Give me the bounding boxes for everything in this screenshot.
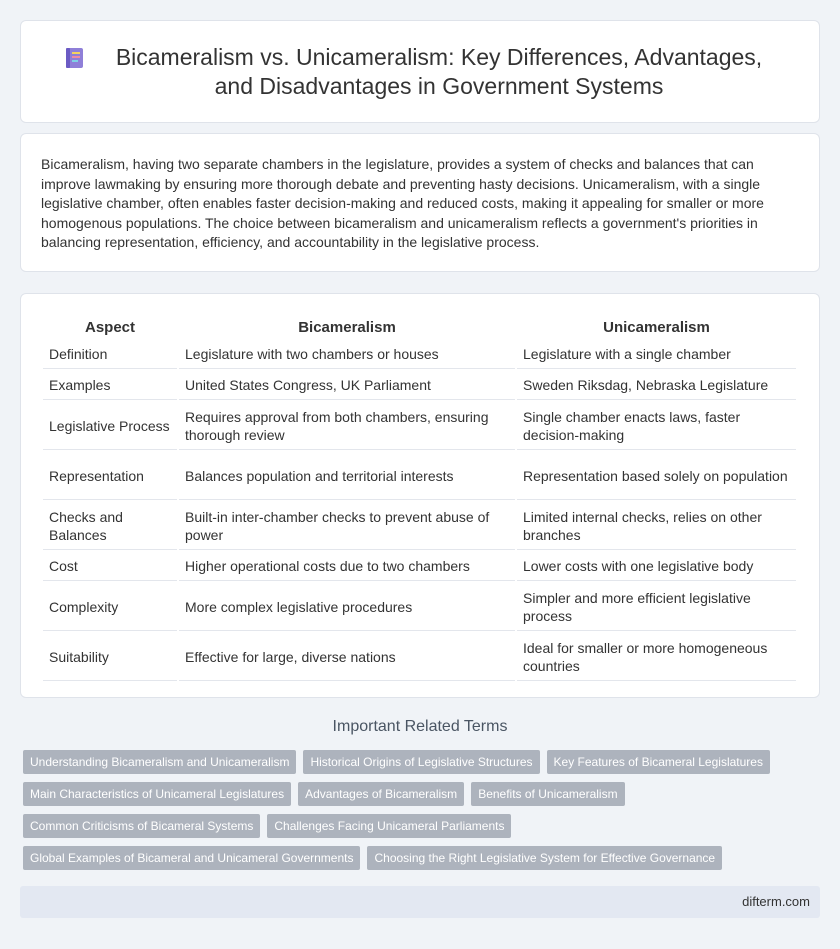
table-cell-unicameralism: Limited internal checks, relies on other branches (517, 502, 796, 550)
related-term-tag[interactable]: Key Features of Bicameral Legislatures (547, 750, 770, 774)
table-row (43, 402, 796, 450)
tag-row (23, 846, 823, 870)
table-cell-unicameralism: Sweden Riksdag, Nebraska Legislature (517, 371, 796, 400)
table-row (43, 583, 796, 631)
table-cell-bicameralism: More complex legislative procedures (179, 583, 515, 631)
footer (20, 886, 820, 918)
comparison-table (41, 316, 798, 683)
table-cell-bicameralism: Legislature with two chambers or houses (179, 339, 515, 369)
tag-row (23, 750, 823, 774)
related-term-tag[interactable]: Global Examples of Bicameral and Unicameral Governments (23, 846, 360, 870)
summary-card (20, 133, 820, 272)
tag-row (23, 814, 823, 838)
table-cell-aspect: Examples (43, 371, 177, 400)
table-cell-aspect: Suitability (43, 633, 177, 681)
column-header-bicameralism: Bicameralism (298, 319, 396, 336)
column-header-aspect: Aspect (84, 319, 136, 336)
table-cell-bicameralism: Higher operational costs due to two chambers (179, 552, 515, 581)
table-cell-aspect: Complexity (43, 583, 177, 631)
table-row (43, 633, 796, 681)
related-term-tag[interactable]: Challenges Facing Unicameral Parliaments (267, 814, 511, 838)
table-cell-unicameralism: Lower costs with one legislative body (517, 552, 796, 581)
table-cell-unicameralism: Legislature with a single chamber (517, 339, 796, 369)
table-cell-bicameralism: Requires approval from both chambers, ensuring thorough review (179, 402, 515, 450)
related-term-tag[interactable]: Benefits of Unicameralism (471, 782, 624, 806)
comparison-table-card (20, 293, 820, 698)
table-cell-aspect: Representation (43, 452, 177, 500)
table-header-row (43, 318, 796, 337)
table-row (43, 339, 796, 369)
related-terms-title: Important Related Terms (332, 718, 508, 735)
table-row (43, 552, 796, 581)
related-term-tag[interactable]: Choosing the Right Legislative System for Effective Governance (367, 846, 722, 870)
table-cell-aspect: Legislative Process (43, 402, 177, 450)
related-terms-tags (23, 750, 823, 878)
tag-row (23, 782, 823, 806)
related-term-tag[interactable]: Historical Origins of Legislative Structures (303, 750, 539, 774)
table-cell-bicameralism: United States Congress, UK Parliament (179, 371, 515, 400)
related-term-tag[interactable]: Common Criticisms of Bicameral Systems (23, 814, 260, 838)
table-cell-bicameralism: Balances population and territorial interests (179, 452, 515, 500)
table-row (43, 502, 796, 550)
table-cell-unicameralism: Single chamber enacts laws, faster decision-making (517, 402, 796, 450)
book-icon (61, 45, 87, 71)
table-cell-unicameralism: Representation based solely on population (517, 452, 796, 500)
related-term-tag[interactable]: Advantages of Bicameralism (298, 782, 464, 806)
related-term-tag[interactable]: Understanding Bicameralism and Unicameralism (23, 750, 296, 774)
table-cell-aspect: Cost (43, 552, 177, 581)
table-cell-bicameralism: Effective for large, diverse nations (179, 633, 515, 681)
page-title: Bicameralism vs. Unicameralism: Key Differences, Advantages, and Disadvantages in Government Systems (115, 43, 763, 99)
table-cell-aspect: Definition (43, 339, 177, 369)
table-cell-aspect: Checks and Balances (43, 502, 177, 550)
header-card (20, 20, 820, 123)
table-cell-unicameralism: Ideal for smaller or more homogeneous countries (517, 633, 796, 681)
table-cell-bicameralism: Built-in inter-chamber checks to prevent abuse of power (179, 502, 515, 550)
footer-site-link[interactable]: difterm.com (742, 894, 810, 909)
table-cell-unicameralism: Simpler and more efficient legislative process (517, 583, 796, 631)
column-header-unicameralism: Unicameralism (603, 319, 710, 336)
related-term-tag[interactable]: Main Characteristics of Unicameral Legislatures (23, 782, 291, 806)
table-row (43, 452, 796, 500)
table-row (43, 371, 796, 400)
summary-text: Bicameralism, having two separate chambers in the legislature, provides a system of checks and balances that can improve lawmaking by ensuring more thorough debate and preventing hasty decisions. Unicameralism, with a single legislative chamber, often enables faster decision-making and reduced costs, making it appealing for smaller or more homogenous populations. The choice between bicameralism and unicameralism reflects a government's priorities in balancing representation, efficiency, and accountability in the legislative process. (41, 156, 764, 251)
